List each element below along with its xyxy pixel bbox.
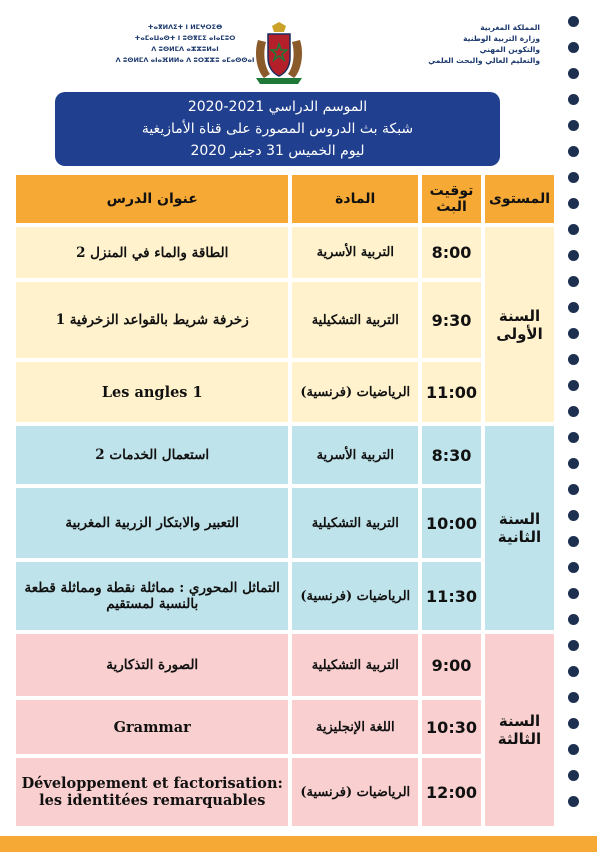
table-row bbox=[14, 632, 556, 698]
binder-dot bbox=[568, 94, 579, 105]
lesson-title-cell: Les angles 1 bbox=[14, 360, 290, 424]
table-row bbox=[14, 225, 556, 280]
time-cell: 11:30 bbox=[420, 560, 483, 632]
tifinagh-line: ⵜⴰⴳⵍⴷⵉⵜ ⵏ ⵍⵎⵖⵔⵉⴱ bbox=[147, 23, 223, 31]
schedule-table bbox=[14, 173, 556, 828]
lesson-title-cell: الطاقة والماء في المنزل 2 bbox=[14, 225, 290, 280]
moroccan-coat-of-arms-icon bbox=[250, 22, 308, 84]
subject-cell: اللغة الإنجليزية bbox=[290, 698, 420, 756]
subject-cell: التربية الأسرية bbox=[290, 225, 420, 280]
binder-dot bbox=[568, 406, 579, 417]
subject-cell: الرياضيات (فرنسية) bbox=[290, 560, 420, 632]
binder-dot bbox=[568, 744, 579, 755]
table-header-row bbox=[14, 173, 556, 225]
table-row bbox=[14, 698, 556, 756]
binder-dot bbox=[568, 432, 579, 443]
binder-dot bbox=[568, 380, 579, 391]
broadcast-title: شبكة بث الدروس المصورة على قناة الأمازيغية bbox=[141, 121, 414, 137]
subject-cell: التربية التشكيلية bbox=[290, 280, 420, 360]
header-level: المستوى bbox=[483, 173, 556, 225]
binder-dot bbox=[568, 120, 579, 131]
binder-dot bbox=[568, 302, 579, 313]
time-cell: 9:00 bbox=[420, 632, 483, 698]
binder-dot bbox=[568, 770, 579, 781]
lesson-title-cell: الصورة التذكارية bbox=[14, 632, 290, 698]
lesson-title-cell: زخرفة شريط بالقواعد الزخرفية 1 bbox=[14, 280, 290, 360]
binder-dot bbox=[568, 68, 579, 79]
header-time: توقيت البث bbox=[420, 173, 483, 225]
lesson-title-cell: التماثل المحوري : مماثلة نقطة ومماثلة قطعة بالنسبة لمستقيم bbox=[14, 560, 290, 632]
time-cell: 12:00 bbox=[420, 756, 483, 828]
subject-cell: الرياضيات (فرنسية) bbox=[290, 756, 420, 828]
binder-dot bbox=[568, 536, 579, 547]
school-year: الموسم الدراسي 2021-2020 bbox=[187, 99, 368, 115]
tifinagh-line: ⵜⴰⵎⴰⵡⴰⵙⵜ ⵏ ⵓⵙⴳⵎⵉ ⴰⵏⴰⵎⵓⵔ bbox=[134, 34, 236, 42]
ministry-name-tifinagh bbox=[100, 22, 270, 66]
level-cell: السنة الثالثة bbox=[483, 632, 556, 828]
lesson-title-cell: Développement et factorisation: les identitées remarquables bbox=[14, 756, 290, 828]
binder-dot bbox=[568, 198, 579, 209]
header-title: عنوان الدرس bbox=[14, 173, 290, 225]
time-cell: 11:00 bbox=[420, 360, 483, 424]
tifinagh-line: ⴷ ⵓⵙⵍⵎⴷ ⴰⵣⵣⵓⵍⴰⵏ bbox=[151, 45, 219, 53]
binder-dot bbox=[568, 458, 579, 469]
binder-dot bbox=[568, 510, 579, 521]
lesson-title-cell: استعمال الخدمات 2 bbox=[14, 424, 290, 486]
binder-dot bbox=[568, 484, 579, 495]
header-subject: المادة bbox=[290, 173, 420, 225]
binder-dot bbox=[568, 42, 579, 53]
binder-dot bbox=[568, 614, 579, 625]
time-cell: 10:00 bbox=[420, 486, 483, 560]
table-row bbox=[14, 756, 556, 828]
time-cell: 9:30 bbox=[420, 280, 483, 360]
lesson-title-cell: Grammar bbox=[14, 698, 290, 756]
binder-dot bbox=[568, 328, 579, 339]
title-banner bbox=[55, 92, 500, 166]
table-row bbox=[14, 360, 556, 424]
level-cell: السنة الثانية bbox=[483, 424, 556, 632]
binder-dot bbox=[568, 562, 579, 573]
table-row bbox=[14, 560, 556, 632]
arabic-header-line: وزارة التربية الوطنية bbox=[463, 34, 540, 43]
ministry-header bbox=[100, 18, 540, 90]
subject-cell: التربية التشكيلية bbox=[290, 486, 420, 560]
table-row bbox=[14, 424, 556, 486]
binder-dot bbox=[568, 666, 579, 677]
table-row bbox=[14, 486, 556, 560]
subject-cell: التربية الأسرية bbox=[290, 424, 420, 486]
binder-dot bbox=[568, 718, 579, 729]
binder-dot bbox=[568, 16, 579, 27]
subject-cell: الرياضيات (فرنسية) bbox=[290, 360, 420, 424]
tifinagh-line: ⴷ ⵓⵙⵍⵎⴷ ⴰⵏⴰⴼⵍⵍⴰ ⴷ ⵓⵔⵣⵣⵓ ⴰⵎⴰⵙⵙⴰⵏ bbox=[115, 56, 255, 64]
binder-dot bbox=[568, 588, 579, 599]
arabic-header-line: المملكة المغربية bbox=[480, 23, 540, 32]
level-cell: السنة الأولى bbox=[483, 225, 556, 424]
table-row bbox=[14, 280, 556, 360]
time-cell: 8:00 bbox=[420, 225, 483, 280]
arabic-header-line: والتكوين المهني bbox=[479, 45, 540, 54]
binder-dot bbox=[568, 276, 579, 287]
binder-dot bbox=[568, 796, 579, 807]
subject-cell: التربية التشكيلية bbox=[290, 632, 420, 698]
ministry-name-arabic bbox=[360, 22, 540, 66]
arabic-header-line: والتعليم العالي والبحث العلمي bbox=[428, 56, 540, 65]
binder-dot bbox=[568, 354, 579, 365]
broadcast-date: ليوم الخميس 31 دجنبر 2020 bbox=[190, 143, 365, 159]
binder-dot bbox=[568, 640, 579, 651]
time-cell: 10:30 bbox=[420, 698, 483, 756]
lesson-title-cell: التعبير والابتكار الزربية المغربية bbox=[14, 486, 290, 560]
time-cell: 8:30 bbox=[420, 424, 483, 486]
binder-dot bbox=[568, 250, 579, 261]
binder-dot bbox=[568, 692, 579, 703]
binder-dot bbox=[568, 224, 579, 235]
binder-dot bbox=[568, 146, 579, 157]
footer-bar bbox=[0, 836, 597, 852]
binder-dot bbox=[568, 172, 579, 183]
